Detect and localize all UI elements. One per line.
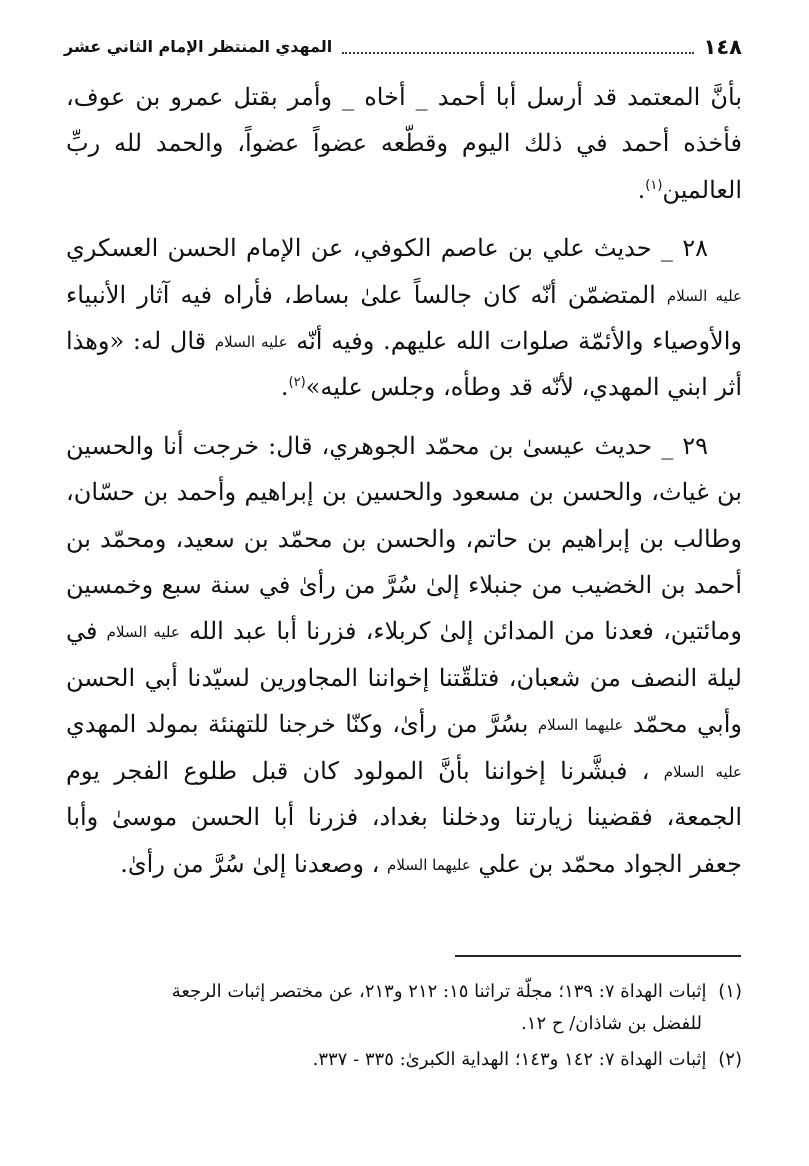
header-dot-leader — [342, 40, 693, 54]
footnote-1 — [66, 976, 742, 1040]
footnote-divider — [455, 955, 741, 957]
page-number: ١٤٨ — [703, 34, 742, 59]
running-title: المهدي المنتظر الإمام الثاني عشر — [64, 37, 333, 56]
footnote-2 — [66, 1044, 742, 1076]
hadith-text: ، فبشَّرنا إخواننا بأنَّ المولود كان قبل طلوع الفجر يوم الجمعة، فقضينا زيارتنا ودخلنا بغداد، فزرنا أبا الحسن موسىٰ وأبا جعفر الجواد محمّد بن علي — [66, 756, 742, 878]
footnote-reference: (١) — [645, 177, 663, 193]
paragraph-text: بأنَّ المعتمد قد أرسل أبا أحمد _ أخاه _ وأمر بقتل عمرو بن عوف، فأخذه أحمد في ذلك اليوم وقطّعه عضواً عضواً، والحمد لله ربِّ العالمين — [66, 83, 742, 204]
salutation-mark: عليه السلام — [666, 286, 742, 305]
salutation-mark: عليه السلام — [214, 333, 288, 352]
footnote-reference: (٢) — [288, 375, 306, 391]
hadith-text: في ليلة النصف من شعبان، فتلقّتنا إخواننا المجاورين لسيّدنا أبي الحسن وأبي محمّد — [66, 617, 742, 739]
hadith-lead: حديث علي بن عاصم الكوفي، عن الإمام الحسن العسكري — [66, 234, 652, 263]
hadith-text: بسُرَّ من رأىٰ، وكنّا خرجنا للتهنئة بمولد المهدي — [66, 710, 529, 739]
paragraph-29 — [66, 423, 742, 887]
hadith-number: ٢٩ — [682, 431, 708, 460]
paragraph-28 — [66, 225, 742, 411]
salutation-mark: عليهما السلام — [387, 855, 471, 874]
footnote-number: (٢) — [718, 1049, 742, 1070]
footnote-continuation: للفضل بن شاذان/ ح ١٢. — [521, 1013, 702, 1034]
dash-separator: _ — [661, 431, 674, 460]
main-text — [66, 74, 742, 954]
footnotes — [66, 976, 742, 1080]
hadith-text: المتضمّن أنّه كان جالساً علىٰ بساط، فأراه فيه آثار الأنبياء والأوصياء والأئمّة صلوات الله عليهم. وفيه أنّه — [66, 280, 742, 356]
salutation-mark: عليهما السلام — [537, 716, 624, 735]
salutation-mark: عليه السلام — [663, 762, 742, 781]
footnote-text: إثبات الهداة ٧: ١٤٢ و١٤٣؛ الهداية الكبرىٰ: ٣٣٥ - ٣٣٧. — [312, 1049, 707, 1070]
footnote-text: إثبات الهداة ٧: ١٣٩؛ مجلّة تراثنا ١٥: ٢١٢ و٢١٣، عن مختصر إثبات الرجعة — [171, 981, 707, 1002]
salutation-mark: عليه السلام — [106, 623, 180, 642]
footnote-number: (١) — [718, 981, 742, 1002]
paragraph-end: . — [637, 175, 646, 204]
paragraph-end: . — [280, 373, 289, 402]
hadith-text: قال له: «وهذا أثر ابني المهدي، لأنّه قد وطأه، وجلس عليه» — [66, 327, 742, 402]
hadith-number: ٢٨ — [682, 234, 708, 263]
paragraph-intro — [66, 74, 742, 213]
running-header — [64, 34, 742, 60]
paragraph-end: ، وصعدنا إلىٰ سُرَّ من رأىٰ. — [120, 849, 380, 878]
hadith-lead: حديث عيسىٰ بن محمّد الجوهري، قال: خرجت أنا والحسين بن غياث، والحسن بن مسعود والحسين بن إبراهيم وأحمد بن حسّان، وطالب بن إبراهيم بن حاتم، والحسن بن محمّد بن سعيد، ومحمّد بن أحمد بن الخضيب من جنبلاء إلىٰ سُرَّ من رأىٰ في سنة سبع وخمسين ومائتين، فعدنا من المدائن إلىٰ كربلاء، فزرنا أبا عبد الله — [66, 431, 742, 646]
dash-separator: _ — [660, 234, 673, 263]
